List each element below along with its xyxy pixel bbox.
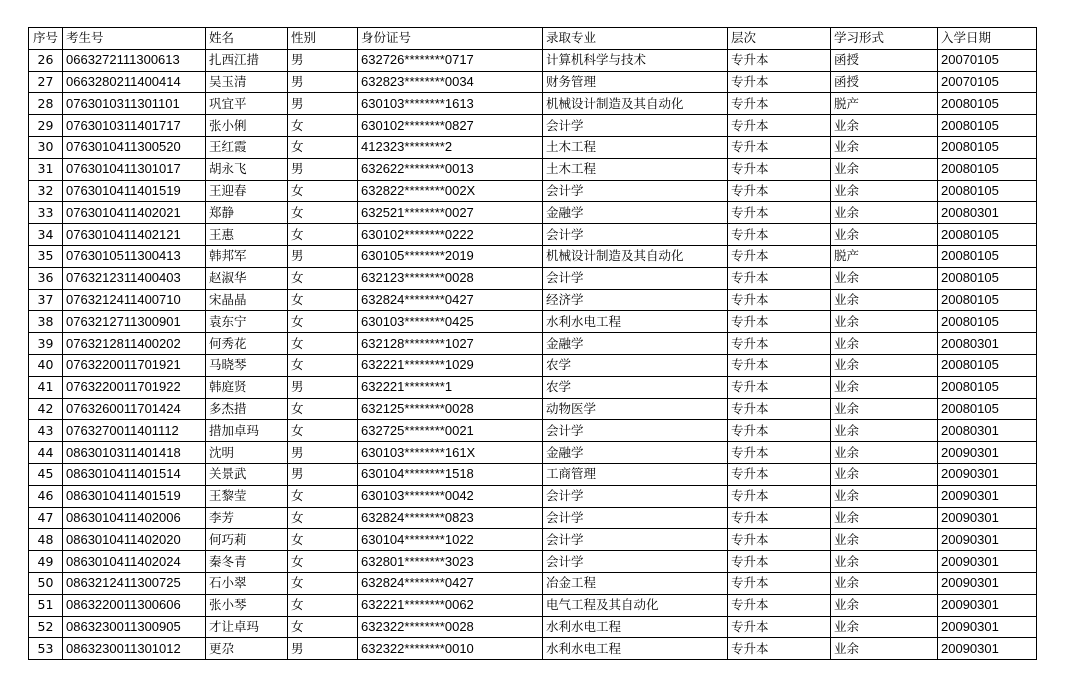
cell-major: 水利水电工程: [543, 638, 728, 660]
cell-name: 措加卓玛: [206, 420, 288, 442]
cell-level: 专升本: [728, 572, 831, 594]
cell-study-mode: 业余: [831, 529, 938, 551]
cell-name: 赵淑华: [206, 267, 288, 289]
cell-name: 韩邦军: [206, 245, 288, 267]
table-row: [29, 202, 1037, 224]
cell-exam-id: 0763260011701424: [63, 398, 206, 420]
cell-seq: 41: [29, 376, 63, 398]
cell-major: 金融学: [543, 333, 728, 355]
cell-exam-id: 0863010311401418: [63, 442, 206, 464]
cell-name: 何巧莉: [206, 529, 288, 551]
cell-major: 土木工程: [543, 136, 728, 158]
cell-gender: 女: [288, 485, 358, 507]
cell-name: 沈明: [206, 442, 288, 464]
cell-gender: 女: [288, 311, 358, 333]
cell-seq: 35: [29, 245, 63, 267]
enrollment-table: [28, 27, 1037, 660]
cell-level: 专升本: [728, 420, 831, 442]
table-row: [29, 180, 1037, 202]
cell-enroll-date: 20080105: [938, 180, 1037, 202]
cell-major: 经济学: [543, 289, 728, 311]
cell-id-number: 412323********2: [358, 136, 543, 158]
table-row: [29, 311, 1037, 333]
cell-enroll-date: 20080105: [938, 311, 1037, 333]
cell-enroll-date: 20090301: [938, 463, 1037, 485]
cell-study-mode: 业余: [831, 442, 938, 464]
cell-enroll-date: 20070105: [938, 49, 1037, 71]
cell-gender: 女: [288, 289, 358, 311]
cell-gender: 女: [288, 224, 358, 246]
cell-major: 会计学: [543, 267, 728, 289]
cell-level: 专升本: [728, 136, 831, 158]
cell-major: 冶金工程: [543, 572, 728, 594]
cell-name: 王黎莹: [206, 485, 288, 507]
header-id-number: 身份证号: [358, 28, 543, 50]
cell-enroll-date: 20080301: [938, 333, 1037, 355]
cell-enroll-date: 20080105: [938, 376, 1037, 398]
cell-name: 秦冬青: [206, 551, 288, 573]
cell-id-number: 630104********1022: [358, 529, 543, 551]
cell-id-number: 630102********0827: [358, 115, 543, 137]
cell-major: 工商管理: [543, 463, 728, 485]
cell-exam-id: 0863010411402020: [63, 529, 206, 551]
cell-name: 更尕: [206, 638, 288, 660]
table-row: [29, 224, 1037, 246]
cell-name: 才让卓玛: [206, 616, 288, 638]
cell-id-number: 632801********3023: [358, 551, 543, 573]
cell-seq: 45: [29, 463, 63, 485]
cell-level: 专升本: [728, 507, 831, 529]
cell-name: 吴玉清: [206, 71, 288, 93]
cell-seq: 31: [29, 158, 63, 180]
cell-id-number: 632128********1027: [358, 333, 543, 355]
cell-gender: 女: [288, 507, 358, 529]
cell-id-number: 632521********0027: [358, 202, 543, 224]
cell-name: 马晓琴: [206, 354, 288, 376]
cell-exam-id: 0763270011401112: [63, 420, 206, 442]
cell-enroll-date: 20080105: [938, 158, 1037, 180]
cell-level: 专升本: [728, 71, 831, 93]
cell-seq: 39: [29, 333, 63, 355]
cell-exam-id: 0763010311401717: [63, 115, 206, 137]
cell-name: 王迎春: [206, 180, 288, 202]
cell-enroll-date: 20090301: [938, 638, 1037, 660]
cell-gender: 男: [288, 638, 358, 660]
cell-name: 关景武: [206, 463, 288, 485]
cell-id-number: 632123********0028: [358, 267, 543, 289]
cell-name: 扎西江措: [206, 49, 288, 71]
cell-study-mode: 业余: [831, 115, 938, 137]
cell-id-number: 632824********0427: [358, 289, 543, 311]
cell-level: 专升本: [728, 93, 831, 115]
cell-seq: 29: [29, 115, 63, 137]
cell-level: 专升本: [728, 224, 831, 246]
cell-exam-id: 0763010311301101: [63, 93, 206, 115]
cell-gender: 女: [288, 115, 358, 137]
cell-study-mode: 函授: [831, 71, 938, 93]
header-exam-id: 考生号: [63, 28, 206, 50]
cell-id-number: 632221********1029: [358, 354, 543, 376]
cell-level: 专升本: [728, 398, 831, 420]
cell-id-number: 630104********1518: [358, 463, 543, 485]
table-row: [29, 267, 1037, 289]
cell-id-number: 632823********0034: [358, 71, 543, 93]
cell-level: 专升本: [728, 551, 831, 573]
cell-name: 王红霞: [206, 136, 288, 158]
table-row: [29, 485, 1037, 507]
cell-id-number: 632221********0062: [358, 594, 543, 616]
cell-enroll-date: 20080105: [938, 398, 1037, 420]
header-gender: 性别: [288, 28, 358, 50]
table-row: [29, 507, 1037, 529]
cell-exam-id: 0763010411402021: [63, 202, 206, 224]
cell-exam-id: 0763010411300520: [63, 136, 206, 158]
cell-major: 电气工程及其自动化: [543, 594, 728, 616]
cell-study-mode: 业余: [831, 485, 938, 507]
cell-id-number: 630103********161X: [358, 442, 543, 464]
cell-level: 专升本: [728, 202, 831, 224]
cell-exam-id: 0863010411402006: [63, 507, 206, 529]
cell-gender: 男: [288, 49, 358, 71]
cell-level: 专升本: [728, 49, 831, 71]
cell-exam-id: 0863212411300725: [63, 572, 206, 594]
cell-major: 会计学: [543, 420, 728, 442]
cell-study-mode: 业余: [831, 202, 938, 224]
cell-study-mode: 业余: [831, 136, 938, 158]
cell-seq: 32: [29, 180, 63, 202]
cell-major: 机械设计制造及其自动化: [543, 245, 728, 267]
cell-level: 专升本: [728, 638, 831, 660]
cell-exam-id: 0763220011701922: [63, 376, 206, 398]
cell-major: 水利水电工程: [543, 311, 728, 333]
cell-gender: 女: [288, 398, 358, 420]
cell-exam-id: 0863010411401519: [63, 485, 206, 507]
cell-id-number: 630105********2019: [358, 245, 543, 267]
cell-seq: 50: [29, 572, 63, 594]
cell-gender: 女: [288, 551, 358, 573]
cell-major: 计算机科学与技术: [543, 49, 728, 71]
cell-seq: 33: [29, 202, 63, 224]
cell-id-number: 630103********1613: [358, 93, 543, 115]
cell-major: 机械设计制造及其自动化: [543, 93, 728, 115]
cell-major: 金融学: [543, 202, 728, 224]
header-study-mode: 学习形式: [831, 28, 938, 50]
table-row: [29, 376, 1037, 398]
cell-level: 专升本: [728, 463, 831, 485]
cell-enroll-date: 20080105: [938, 354, 1037, 376]
cell-gender: 女: [288, 267, 358, 289]
cell-gender: 女: [288, 616, 358, 638]
table-row: [29, 572, 1037, 594]
cell-study-mode: 业余: [831, 638, 938, 660]
cell-gender: 女: [288, 333, 358, 355]
cell-major: 会计学: [543, 224, 728, 246]
cell-id-number: 630103********0425: [358, 311, 543, 333]
table-row: [29, 49, 1037, 71]
cell-gender: 女: [288, 202, 358, 224]
cell-major: 会计学: [543, 551, 728, 573]
cell-exam-id: 0763220011701921: [63, 354, 206, 376]
cell-seq: 27: [29, 71, 63, 93]
cell-name: 宋晶晶: [206, 289, 288, 311]
cell-major: 会计学: [543, 507, 728, 529]
cell-gender: 男: [288, 93, 358, 115]
table-row: [29, 616, 1037, 638]
cell-exam-id: 0763212411400710: [63, 289, 206, 311]
cell-exam-id: 0763212811400202: [63, 333, 206, 355]
cell-study-mode: 业余: [831, 289, 938, 311]
cell-study-mode: 脱产: [831, 93, 938, 115]
cell-level: 专升本: [728, 267, 831, 289]
cell-study-mode: 函授: [831, 49, 938, 71]
cell-seq: 30: [29, 136, 63, 158]
cell-enroll-date: 20090301: [938, 616, 1037, 638]
cell-level: 专升本: [728, 354, 831, 376]
cell-exam-id: 0663280211400414: [63, 71, 206, 93]
cell-study-mode: 业余: [831, 354, 938, 376]
cell-gender: 女: [288, 354, 358, 376]
cell-exam-id: 0663272111300613: [63, 49, 206, 71]
cell-major: 水利水电工程: [543, 616, 728, 638]
cell-gender: 女: [288, 136, 358, 158]
cell-level: 专升本: [728, 485, 831, 507]
cell-seq: 28: [29, 93, 63, 115]
cell-exam-id: 0763212711300901: [63, 311, 206, 333]
cell-exam-id: 0763010411301017: [63, 158, 206, 180]
cell-name: 何秀花: [206, 333, 288, 355]
table-row: [29, 420, 1037, 442]
cell-level: 专升本: [728, 376, 831, 398]
table-row: [29, 71, 1037, 93]
cell-level: 专升本: [728, 245, 831, 267]
cell-study-mode: 业余: [831, 376, 938, 398]
cell-enroll-date: 20090301: [938, 485, 1037, 507]
cell-name: 张小俐: [206, 115, 288, 137]
cell-exam-id: 0863010411401514: [63, 463, 206, 485]
cell-seq: 26: [29, 49, 63, 71]
cell-enroll-date: 20090301: [938, 551, 1037, 573]
cell-enroll-date: 20080301: [938, 420, 1037, 442]
cell-name: 韩庭贤: [206, 376, 288, 398]
cell-level: 专升本: [728, 180, 831, 202]
table-row: [29, 594, 1037, 616]
cell-seq: 43: [29, 420, 63, 442]
cell-gender: 女: [288, 529, 358, 551]
cell-name: 王惠: [206, 224, 288, 246]
cell-study-mode: 脱产: [831, 245, 938, 267]
cell-enroll-date: 20080105: [938, 93, 1037, 115]
cell-major: 动物医学: [543, 398, 728, 420]
table-row: [29, 463, 1037, 485]
cell-seq: 40: [29, 354, 63, 376]
header-row: [29, 28, 1037, 50]
cell-study-mode: 业余: [831, 398, 938, 420]
cell-enroll-date: 20080105: [938, 245, 1037, 267]
table-row: [29, 354, 1037, 376]
cell-gender: 男: [288, 376, 358, 398]
cell-study-mode: 业余: [831, 507, 938, 529]
table-row: [29, 638, 1037, 660]
cell-exam-id: 0763010511300413: [63, 245, 206, 267]
cell-seq: 44: [29, 442, 63, 464]
cell-seq: 49: [29, 551, 63, 573]
cell-level: 专升本: [728, 333, 831, 355]
table-row: [29, 289, 1037, 311]
cell-enroll-date: 20080301: [938, 202, 1037, 224]
cell-level: 专升本: [728, 158, 831, 180]
table-row: [29, 115, 1037, 137]
table-row: [29, 551, 1037, 573]
cell-name: 张小琴: [206, 594, 288, 616]
cell-gender: 男: [288, 71, 358, 93]
cell-level: 专升本: [728, 616, 831, 638]
cell-exam-id: 0863230011300905: [63, 616, 206, 638]
header-name: 姓名: [206, 28, 288, 50]
cell-study-mode: 业余: [831, 572, 938, 594]
cell-id-number: 632322********0028: [358, 616, 543, 638]
cell-enroll-date: 20080105: [938, 267, 1037, 289]
cell-name: 多杰措: [206, 398, 288, 420]
cell-seq: 38: [29, 311, 63, 333]
cell-enroll-date: 20090301: [938, 442, 1037, 464]
header-seq: 序号: [29, 28, 63, 50]
header-major: 录取专业: [543, 28, 728, 50]
cell-seq: 42: [29, 398, 63, 420]
cell-major: 会计学: [543, 529, 728, 551]
cell-level: 专升本: [728, 289, 831, 311]
cell-id-number: 632622********0013: [358, 158, 543, 180]
cell-study-mode: 业余: [831, 267, 938, 289]
cell-id-number: 632824********0823: [358, 507, 543, 529]
cell-name: 巩宜平: [206, 93, 288, 115]
cell-seq: 37: [29, 289, 63, 311]
cell-id-number: 630102********0222: [358, 224, 543, 246]
cell-exam-id: 0863010411402024: [63, 551, 206, 573]
table-row: [29, 442, 1037, 464]
cell-level: 专升本: [728, 311, 831, 333]
cell-seq: 46: [29, 485, 63, 507]
cell-id-number: 632725********0021: [358, 420, 543, 442]
cell-seq: 34: [29, 224, 63, 246]
cell-enroll-date: 20090301: [938, 507, 1037, 529]
cell-seq: 47: [29, 507, 63, 529]
cell-study-mode: 业余: [831, 616, 938, 638]
cell-level: 专升本: [728, 529, 831, 551]
cell-id-number: 632726********0717: [358, 49, 543, 71]
cell-major: 农学: [543, 354, 728, 376]
cell-name: 郑静: [206, 202, 288, 224]
cell-enroll-date: 20080105: [938, 136, 1037, 158]
cell-seq: 52: [29, 616, 63, 638]
cell-gender: 男: [288, 158, 358, 180]
cell-id-number: 632322********0010: [358, 638, 543, 660]
cell-exam-id: 0863220011300606: [63, 594, 206, 616]
cell-name: 袁东宁: [206, 311, 288, 333]
cell-major: 金融学: [543, 442, 728, 464]
cell-gender: 男: [288, 442, 358, 464]
cell-gender: 女: [288, 420, 358, 442]
cell-id-number: 632221********1: [358, 376, 543, 398]
cell-major: 会计学: [543, 115, 728, 137]
cell-study-mode: 业余: [831, 420, 938, 442]
cell-id-number: 632824********0427: [358, 572, 543, 594]
cell-level: 专升本: [728, 115, 831, 137]
cell-gender: 男: [288, 245, 358, 267]
cell-enroll-date: 20090301: [938, 529, 1037, 551]
cell-enroll-date: 20090301: [938, 594, 1037, 616]
table-row: [29, 398, 1037, 420]
cell-name: 胡永飞: [206, 158, 288, 180]
cell-seq: 48: [29, 529, 63, 551]
table-row: [29, 136, 1037, 158]
cell-exam-id: 0863230011301012: [63, 638, 206, 660]
cell-id-number: 630103********0042: [358, 485, 543, 507]
cell-id-number: 632125********0028: [358, 398, 543, 420]
header-enroll-date: 入学日期: [938, 28, 1037, 50]
table-row: [29, 333, 1037, 355]
cell-study-mode: 业余: [831, 224, 938, 246]
cell-major: 财务管理: [543, 71, 728, 93]
cell-gender: 男: [288, 463, 358, 485]
cell-seq: 51: [29, 594, 63, 616]
cell-enroll-date: 20070105: [938, 71, 1037, 93]
cell-id-number: 632822********002X: [358, 180, 543, 202]
table-row: [29, 245, 1037, 267]
cell-major: 土木工程: [543, 158, 728, 180]
cell-enroll-date: 20090301: [938, 572, 1037, 594]
cell-study-mode: 业余: [831, 311, 938, 333]
cell-gender: 女: [288, 594, 358, 616]
cell-level: 专升本: [728, 442, 831, 464]
cell-level: 专升本: [728, 594, 831, 616]
cell-exam-id: 0763010411402121: [63, 224, 206, 246]
cell-name: 石小翠: [206, 572, 288, 594]
cell-major: 会计学: [543, 485, 728, 507]
cell-seq: 36: [29, 267, 63, 289]
table-row: [29, 93, 1037, 115]
cell-exam-id: 0763010411401519: [63, 180, 206, 202]
cell-study-mode: 业余: [831, 158, 938, 180]
header-level: 层次: [728, 28, 831, 50]
table-row: [29, 158, 1037, 180]
cell-study-mode: 业余: [831, 594, 938, 616]
cell-gender: 女: [288, 572, 358, 594]
cell-name: 李芳: [206, 507, 288, 529]
cell-major: 会计学: [543, 180, 728, 202]
cell-exam-id: 0763212311400403: [63, 267, 206, 289]
cell-enroll-date: 20080105: [938, 289, 1037, 311]
cell-study-mode: 业余: [831, 333, 938, 355]
cell-gender: 女: [288, 180, 358, 202]
cell-major: 农学: [543, 376, 728, 398]
cell-enroll-date: 20080105: [938, 115, 1037, 137]
cell-enroll-date: 20080105: [938, 224, 1037, 246]
cell-study-mode: 业余: [831, 180, 938, 202]
cell-study-mode: 业余: [831, 463, 938, 485]
cell-study-mode: 业余: [831, 551, 938, 573]
table-row: [29, 529, 1037, 551]
cell-seq: 53: [29, 638, 63, 660]
